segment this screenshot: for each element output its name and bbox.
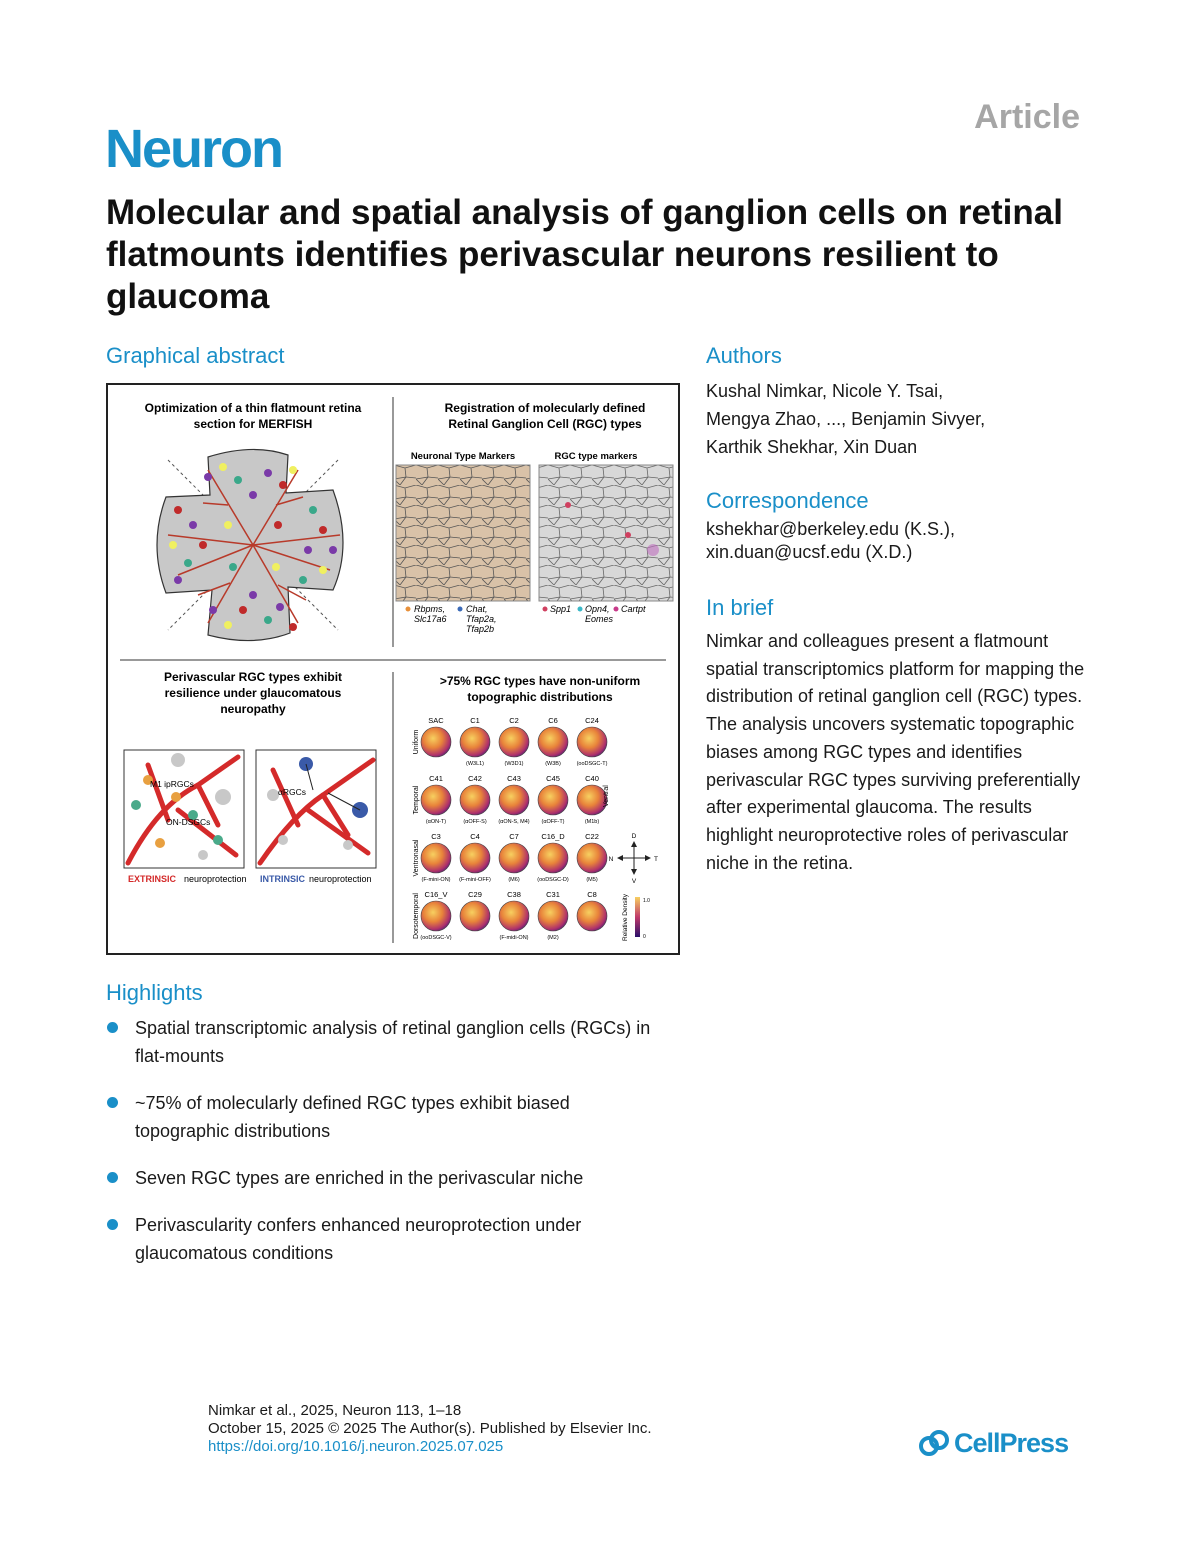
panel2-subtitle-neuronal: Neuronal Type Markers <box>410 451 516 462</box>
article-title: Molecular and spatial analysis of ganglion cells on retinal flatmounts identifies perivascular neurons resilient to glaucoma <box>106 193 1063 316</box>
extrinsic-neuroprotection-label: neuroprotection <box>184 874 247 884</box>
density-map-disc <box>460 843 490 873</box>
extrinsic-vessel-panel <box>124 750 244 868</box>
highlight-text: Spatial transcriptomic analysis of retinal ganglion cells (RGCs) in flat-mounts <box>135 1018 651 1066</box>
journal-logo: Neuron <box>105 119 282 179</box>
intrinsic-neuroprotection-label: neuroprotection <box>309 874 372 884</box>
author-line: Kushal Nimkar, Nicole Y. Tsai, <box>706 381 944 401</box>
rgc-type-label: C38 <box>507 890 521 899</box>
rgc-type-label: C6 <box>548 716 558 725</box>
highlight-item <box>106 1211 666 1267</box>
density-colorbar <box>635 897 640 937</box>
panel2-title-line2: Retinal Ganglion Cell (RGC) types <box>448 417 642 431</box>
density-map-disc <box>538 785 568 815</box>
graphical-abstract-svg <box>108 385 678 953</box>
rgc-subtype-label: (ooDSGC-V) <box>420 935 452 941</box>
bullet-icon <box>107 1172 118 1183</box>
rgc-type-label: C41 <box>429 774 443 783</box>
marker-spot <box>565 502 571 508</box>
highlights-heading: Highlights <box>106 980 203 1005</box>
rgc-type-label: C31 <box>546 890 560 899</box>
author-line: Mengya Zhao, ..., Benjamin Sivyer, <box>706 409 986 429</box>
rgc-subtype-label: (αON-T) <box>425 819 447 825</box>
highlight-text: Seven RGC types are enriched in the perivascular niche <box>135 1168 584 1188</box>
citation-footer <box>208 1402 652 1456</box>
rgc-subtype-label: (M2) <box>547 935 559 941</box>
rgc-subtype-label: (W3D1) <box>504 761 524 767</box>
legend-cartpt: Cartpt <box>621 604 646 614</box>
panel3-title-line1: Perivascular RGC types exhibit <box>163 670 343 684</box>
rgc-subtype-label: (αOFF-S) <box>463 819 487 825</box>
rgc-subtype-label: (αON-S, M4) <box>498 819 530 825</box>
rgc-subtype-label: (F-mini-ON) <box>421 877 451 883</box>
in-brief-text: Nimkar and colleagues present a flatmount spatial transcriptomics platform for mapping the distribution of retinal ganglion cell (RGC) types. The analysis uncovers systematic topographic biases among RGC types and identifies perivascular RGC types surviving preferentially after experimental glaucoma. The results highlight neuroprotective roles of perivascular niche in the retina. <box>706 631 1085 873</box>
bullet-icon <box>107 1097 118 1108</box>
legend-dot-pink <box>614 607 619 612</box>
email-link[interactable]: xin.duan@ucsf.edu (X.D.) <box>706 542 913 562</box>
cellpress-icon <box>918 1429 950 1459</box>
compass-t: T <box>654 856 658 863</box>
rgc-type-label: C3 <box>431 832 441 841</box>
highlight-text: Perivascularity confers enhanced neuroprotection under glaucomatous conditions <box>135 1215 582 1263</box>
rgc-markers-image <box>539 465 673 601</box>
publisher-name: CellPress <box>954 1428 1069 1458</box>
panel4-title-line1: >75% RGC types have non-uniform <box>439 674 641 688</box>
density-map-disc <box>499 843 529 873</box>
density-map-disc <box>577 901 607 931</box>
density-map-disc <box>538 901 568 931</box>
intrinsic-label: INTRINSIC <box>260 874 305 884</box>
density-map-disc <box>538 727 568 757</box>
legend-chat: Chat, <box>466 604 488 614</box>
density-map-disc <box>499 785 529 815</box>
label-alpha-rgcs: αRGCs <box>278 787 307 797</box>
rgc-type-label: C8 <box>587 890 597 899</box>
rgc-type-label: C4 <box>470 832 480 841</box>
rgc-subtype-label: (αOFF-T) <box>541 819 565 825</box>
highlight-text: ~75% of molecularly defined RGC types exhibit biased topographic distributions <box>135 1093 570 1141</box>
author-line: Karthik Shekhar, Xin Duan <box>706 437 918 457</box>
bullet-icon <box>107 1022 118 1033</box>
density-map-disc <box>499 727 529 757</box>
graphical-abstract-heading: Graphical abstract <box>106 343 285 368</box>
topography-row-labels <box>413 730 420 939</box>
row-label: Uniform <box>413 729 420 755</box>
label-on-dsgcs: ON-DSGCs <box>166 817 211 827</box>
rgc-type-label: C1 <box>470 716 480 725</box>
email-link[interactable]: kshekhar@berkeley.edu (K.S.), <box>706 519 956 539</box>
panel3-title-line2: resilience under glaucomatous <box>164 686 342 700</box>
density-map-disc <box>460 785 490 815</box>
panel2-title-line1: Registration of molecularly defined <box>444 401 646 415</box>
doi-link[interactable]: https://doi.org/10.1016/j.neuron.2025.07.025 <box>208 1438 504 1455</box>
marker-spot <box>647 544 659 556</box>
rgc-subtype-label: (M6) <box>508 877 520 883</box>
rgc-type-label: C29 <box>468 890 482 899</box>
legend-dot-cyan <box>578 607 583 612</box>
bullet-icon <box>107 1219 118 1230</box>
legend-eomes: Eomes <box>585 614 614 624</box>
panel4-title-line2: topographic distributions <box>467 690 613 704</box>
rgc-subtype-label: (ooDSGC-T) <box>576 761 608 767</box>
highlight-item <box>106 1014 666 1070</box>
rgc-subtype-label: (F-mini-OFF) <box>459 877 491 883</box>
panel2-subtitle-rgc: RGC type markers <box>554 451 638 462</box>
marker-spot <box>625 532 631 538</box>
colorbar-min: 0 <box>643 934 646 940</box>
highlight-item <box>106 1164 666 1192</box>
rgc-type-label: C40 <box>585 774 599 783</box>
legend-tfap2a: Tfap2a, <box>466 614 497 624</box>
compass-n: N <box>608 856 614 863</box>
rgc-subtype-label: (M5) <box>586 877 598 883</box>
density-map-disc <box>538 843 568 873</box>
row-label: Dorsotemporal <box>413 893 420 939</box>
rgc-type-label: C2 <box>509 716 519 725</box>
legend-dot-blue <box>458 607 463 612</box>
ventral-label: Ventral <box>603 785 610 807</box>
rgc-type-label: C7 <box>509 832 519 841</box>
rgc-subtype-label: (ooDSGC-D) <box>537 877 569 883</box>
article-type-label: Article <box>974 98 1080 136</box>
density-map-disc <box>577 843 607 873</box>
graphical-abstract-figure <box>106 383 680 955</box>
rgc-type-label: C45 <box>546 774 560 783</box>
rgc-type-label: C43 <box>507 774 521 783</box>
flatmount-retina-illustration <box>157 449 343 640</box>
legend-spp1: Spp1 <box>550 604 572 614</box>
citation-line: Nimkar et al., 2025, Neuron 113, 1–18 <box>208 1402 462 1419</box>
compass-v: V <box>631 878 637 885</box>
extrinsic-label: EXTRINSIC <box>128 874 177 884</box>
density-map-disc <box>577 727 607 757</box>
rgc-subtype-label: (W3L1) <box>465 761 485 767</box>
legend-dot-red <box>543 607 548 612</box>
topography-density-grid <box>420 716 607 941</box>
in-brief-heading: In brief <box>706 595 774 620</box>
panel1-title-line2: section for MERFISH <box>193 417 313 431</box>
neuronal-markers-image <box>396 465 530 601</box>
density-map-disc <box>460 901 490 931</box>
density-map-disc <box>421 843 451 873</box>
legend-rbpms: Rbpms, <box>414 604 446 614</box>
rgc-type-label: C42 <box>468 774 482 783</box>
density-map-disc <box>421 785 451 815</box>
legend-opn4: Opn4, <box>585 604 610 614</box>
rgc-subtype-label: (W3B) <box>545 761 561 767</box>
rgc-type-label: C22 <box>585 832 599 841</box>
rgc-type-label: C16_D <box>541 832 565 841</box>
legend-slc17a6: Slc17a6 <box>414 614 447 624</box>
rgc-type-label: C16_V <box>424 890 448 899</box>
publisher-logo <box>918 1428 1068 1459</box>
correspondence-emails <box>706 518 1086 564</box>
rgc-type-label: C24 <box>585 716 599 725</box>
density-map-disc <box>421 901 451 931</box>
legend-dot-orange <box>406 607 411 612</box>
legend-tfap2b: Tfap2b <box>466 624 495 634</box>
panel3-title-line3: neuropathy <box>220 702 286 716</box>
highlights-list <box>106 1014 666 1286</box>
rgc-subtype-label: (M1b) <box>584 819 600 825</box>
copyright-line: October 15, 2025 © 2025 The Author(s). Published by Elsevier Inc. <box>208 1420 652 1437</box>
compass-d: D <box>631 833 637 840</box>
correspondence-heading: Correspondence <box>706 488 869 513</box>
intrinsic-vessel-panel <box>256 750 376 868</box>
compass-icon <box>609 833 658 885</box>
row-label: Ventronasal <box>413 839 420 877</box>
highlight-item <box>106 1089 666 1145</box>
rgc-subtype-label: (F-midi-ON) <box>499 935 529 941</box>
colorbar-label: Relative Density <box>622 894 629 941</box>
row-label: Temporal <box>413 785 420 815</box>
density-map-disc <box>421 727 451 757</box>
panel1-title-line1: Optimization of a thin flatmount retina <box>144 401 362 415</box>
label-m1-iprgcs: M1 ipRGCs <box>150 779 194 789</box>
density-map-disc <box>499 901 529 931</box>
density-map-disc <box>460 727 490 757</box>
author-list <box>706 377 1086 461</box>
authors-heading: Authors <box>706 343 782 368</box>
rgc-type-label: SAC <box>428 716 444 725</box>
colorbar-max: 1.0 <box>643 898 650 904</box>
